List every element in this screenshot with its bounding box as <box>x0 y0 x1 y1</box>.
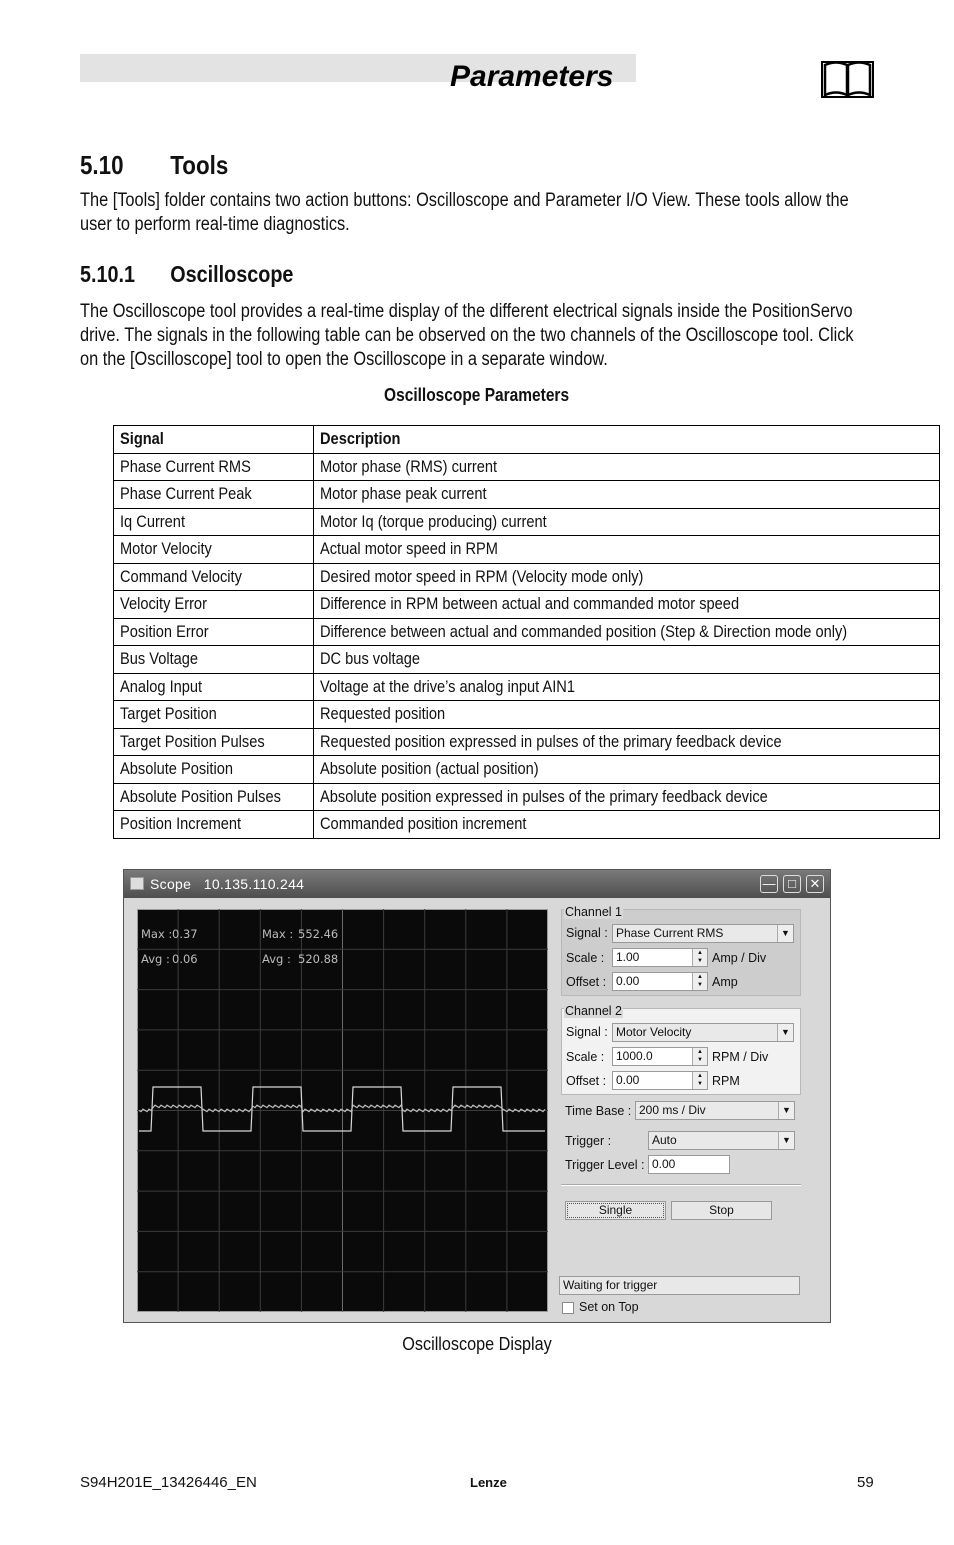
footer-doc-id: S94H201E_13426446_EN <box>80 1474 257 1491</box>
table-header-cell: Signal <box>114 426 314 454</box>
table-caption: Oscilloscope Parameters <box>384 385 570 405</box>
ch2-signal-select[interactable]: Motor Velocity ▼ <box>612 1023 794 1042</box>
table-cell: Voltage at the drive’s analog input AIN1 <box>314 673 940 701</box>
table-row <box>114 453 940 481</box>
trigger-level-label: Trigger Level : <box>565 1158 645 1172</box>
section-intro: The [Tools] folder contains two action buttons: Oscilloscope and Parameter I/O View. These tools allow the user to perform real-time diagnostics. <box>80 190 849 235</box>
status-field: Waiting for trigger <box>559 1276 800 1295</box>
subsection-number: 5.10.1 <box>80 261 135 287</box>
table-row <box>114 811 940 839</box>
ch2-signal-label: Signal : <box>566 1025 608 1039</box>
stop-button[interactable]: Stop <box>671 1201 772 1220</box>
ch2-max-value: 552.46 <box>298 927 339 941</box>
set-on-top-checkbox[interactable] <box>562 1302 574 1314</box>
table-cell: Difference between actual and commanded position (Step & Direction mode only) <box>314 618 940 646</box>
trigger-select[interactable]: Auto ▼ <box>648 1131 795 1150</box>
table-cell: Iq Current <box>114 508 314 536</box>
channel-1-legend: Channel 1 <box>565 905 622 919</box>
table-cell: Motor phase peak current <box>314 481 940 509</box>
table-row <box>114 783 940 811</box>
set-on-top-label: Set on Top <box>579 1300 639 1314</box>
footer-page-number: 59 <box>857 1474 874 1491</box>
scope-window <box>123 869 831 1323</box>
table-cell: Commanded position increment <box>314 811 940 839</box>
table-cell: Absolute position (actual position) <box>314 756 940 784</box>
table-row <box>114 591 940 619</box>
ch1-signal-label: Signal : <box>566 926 608 940</box>
table-cell: Target Position <box>114 701 314 729</box>
table-cell: DC bus voltage <box>314 646 940 674</box>
ch2-scale-label: Scale : <box>566 1050 605 1064</box>
book-icon <box>821 59 874 99</box>
table-row <box>114 563 940 591</box>
table-cell: Phase Current Peak <box>114 481 314 509</box>
scope-titlebar[interactable] <box>124 870 830 898</box>
ch1-avg-label: Avg : <box>141 952 170 966</box>
table-row <box>114 756 940 784</box>
section-heading <box>80 150 228 181</box>
ch1-offset-unit: Amp <box>712 975 738 989</box>
ch2-max-label: Max : <box>262 927 294 941</box>
channel-1-group <box>561 905 801 996</box>
page-header-title: Parameters <box>450 60 614 93</box>
spinner-icon[interactable]: ▲ ▼ <box>692 949 707 966</box>
table-cell: Absolute Position Pulses <box>114 783 314 811</box>
scope-screen <box>137 909 548 1312</box>
minimize-icon[interactable]: — <box>760 875 778 893</box>
table-cell: Bus Voltage <box>114 646 314 674</box>
ch1-scale-label: Scale : <box>566 951 605 965</box>
table-header-row <box>114 426 940 454</box>
table-row <box>114 673 940 701</box>
chevron-down-icon: ▼ <box>778 1132 794 1149</box>
table-cell: Analog Input <box>114 673 314 701</box>
table-row <box>114 536 940 564</box>
ch1-offset-label: Offset : <box>566 975 607 989</box>
subsection-title: Oscilloscope <box>170 261 294 287</box>
spinner-icon[interactable]: ▲ ▼ <box>692 1072 707 1089</box>
table-row <box>114 618 940 646</box>
table-cell: Absolute Position <box>114 756 314 784</box>
table-row <box>114 701 940 729</box>
footer-brand: Lenze <box>470 1475 507 1490</box>
table-cell: Motor Velocity <box>114 536 314 564</box>
ch2-scale-input[interactable]: 1000.0 ▲ ▼ <box>612 1047 708 1066</box>
ch2-offset-unit: RPM <box>712 1074 740 1088</box>
time-base-label: Time Base : <box>565 1104 632 1118</box>
figure-caption: Oscilloscope Display <box>402 1334 552 1354</box>
table-cell: Motor Iq (torque producing) current <box>314 508 940 536</box>
table-row <box>114 728 940 756</box>
table-header-cell: Description <box>314 426 940 454</box>
table-row <box>114 508 940 536</box>
ch1-scale-unit: Amp / Div <box>712 951 767 965</box>
table-cell: Difference in RPM between actual and commanded motor speed <box>314 591 940 619</box>
ch1-max-value: 0.37 <box>172 927 198 941</box>
ch1-offset-input[interactable]: 0.00 ▲ ▼ <box>612 972 708 991</box>
trigger-label: Trigger : <box>565 1134 612 1148</box>
ch1-max-label: Max : <box>141 927 173 941</box>
divider <box>561 1184 801 1186</box>
scope-window-title: Scope 10.135.110.244 <box>150 876 305 892</box>
single-button[interactable]: Single <box>565 1201 666 1220</box>
channel-2-legend: Channel 2 <box>565 1004 622 1018</box>
chevron-down-icon: ▼ <box>777 925 793 942</box>
trigger-level-input[interactable]: 0.00 <box>648 1155 730 1174</box>
table-row <box>114 481 940 509</box>
table-cell: Requested position <box>314 701 940 729</box>
table-row <box>114 646 940 674</box>
table-cell: Command Velocity <box>114 563 314 591</box>
table-cell: Desired motor speed in RPM (Velocity mode only) <box>314 563 940 591</box>
channel-2-group <box>561 1004 801 1095</box>
ch2-scale-unit: RPM / Div <box>712 1050 769 1064</box>
java-app-icon <box>130 877 144 890</box>
table-cell: Position Increment <box>114 811 314 839</box>
parameters-table <box>113 425 940 839</box>
table-cell: Position Error <box>114 618 314 646</box>
maximize-icon[interactable]: □ <box>783 875 801 893</box>
table-cell: Phase Current RMS <box>114 453 314 481</box>
ch2-avg-label: Avg : <box>262 952 291 966</box>
table-cell: Requested position expressed in pulses of the primary feedback device <box>314 728 940 756</box>
ch2-offset-input[interactable]: 0.00 ▲ ▼ <box>612 1071 708 1090</box>
subsection-intro: The Oscilloscope tool provides a real-time display of the different electrical signals inside the PositionServo drive. The signals in the following table can be observed on the two channels of the Oscilloscope tool. Click on the [Oscilloscope] tool to open the Oscilloscope in a separate window. <box>80 301 854 370</box>
spinner-icon[interactable]: ▲ ▼ <box>692 1048 707 1065</box>
table-cell: Absolute position expressed in pulses of the primary feedback device <box>314 783 940 811</box>
ch1-scale-input[interactable]: 1.00 ▲ ▼ <box>612 948 708 967</box>
ch1-avg-value: 0.06 <box>172 952 198 966</box>
ch1-signal-select[interactable]: Phase Current RMS ▼ <box>612 924 794 943</box>
chevron-down-icon: ▼ <box>778 1102 794 1119</box>
spinner-icon[interactable]: ▲ ▼ <box>692 973 707 990</box>
table-cell: Actual motor speed in RPM <box>314 536 940 564</box>
section-number: 5.10 <box>80 150 124 180</box>
close-icon[interactable]: ✕ <box>806 875 824 893</box>
ch2-avg-value: 520.88 <box>298 952 339 966</box>
subsection-heading <box>80 261 293 288</box>
table-cell: Velocity Error <box>114 591 314 619</box>
ch2-offset-label: Offset : <box>566 1074 607 1088</box>
section-title: Tools <box>170 150 229 180</box>
time-base-select[interactable]: 200 ms / Div ▼ <box>635 1101 795 1120</box>
table-cell: Target Position Pulses <box>114 728 314 756</box>
chevron-down-icon: ▼ <box>777 1024 793 1041</box>
table-cell: Motor phase (RMS) current <box>314 453 940 481</box>
